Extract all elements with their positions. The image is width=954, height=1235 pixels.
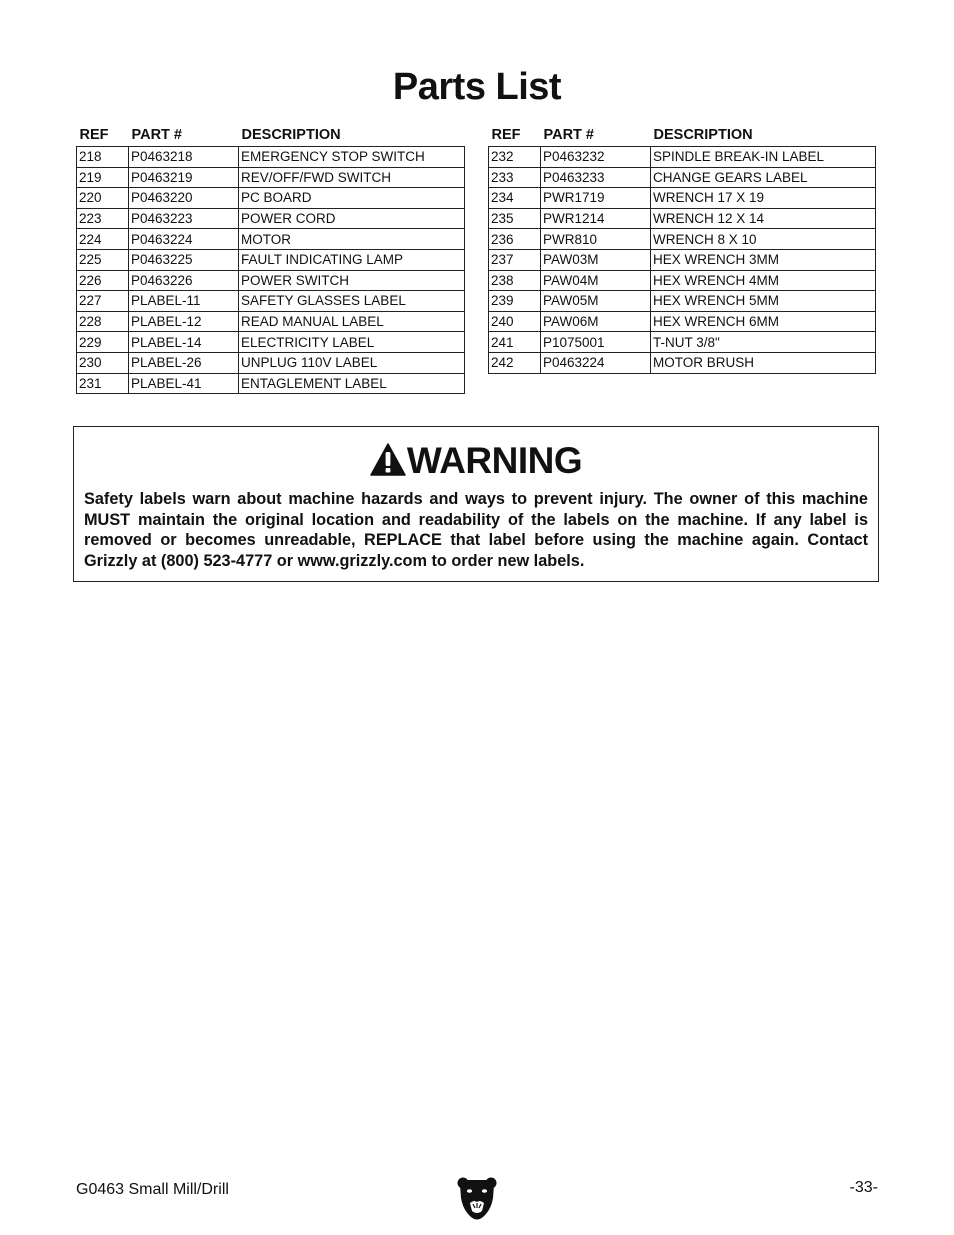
warning-triangle-icon [370, 443, 406, 476]
part-number-cell: P0463233 [541, 167, 651, 188]
description-cell: WRENCH 17 X 19 [651, 188, 876, 209]
ref-column-header: REF [491, 127, 521, 143]
ref-cell: 227 [77, 291, 129, 312]
table-row [77, 249, 465, 270]
part-number-cell: P0463224 [129, 229, 239, 250]
description-cell: FAULT INDICATING LAMP [239, 249, 465, 270]
part-number-cell: PLABEL-26 [129, 352, 239, 373]
description-cell: REV/OFF/FWD SWITCH [239, 167, 465, 188]
ref-column-header: REF [79, 127, 109, 143]
part-number-cell: P0463232 [541, 147, 651, 168]
description-cell: HEX WRENCH 4MM [651, 270, 876, 291]
table-row [77, 332, 465, 353]
table-row [77, 352, 465, 373]
part-column-header: PART # [543, 127, 594, 143]
ref-cell: 226 [77, 270, 129, 291]
parts-table-left [76, 125, 465, 394]
description-cell: EMERGENCY STOP SWITCH [239, 147, 465, 168]
description-cell: ELECTRICITY LABEL [239, 332, 465, 353]
table-row [77, 291, 465, 312]
ref-cell: 223 [77, 208, 129, 229]
table-row [77, 208, 465, 229]
ref-cell: 239 [489, 291, 541, 312]
part-number-cell: P0463223 [129, 208, 239, 229]
part-number-cell: PWR810 [541, 229, 651, 250]
description-cell: HEX WRENCH 6MM [651, 311, 876, 332]
description-cell: T-NUT 3/8" [651, 332, 876, 353]
table-row [489, 270, 876, 291]
ref-cell: 242 [489, 352, 541, 373]
table-row [489, 229, 876, 250]
footer-model: G0463 Small Mill/Drill [76, 1181, 229, 1198]
ref-cell: 220 [77, 188, 129, 209]
table-row [77, 229, 465, 250]
description-cell: MOTOR BRUSH [651, 352, 876, 373]
warning-box [73, 426, 879, 582]
part-number-cell: P0463224 [541, 352, 651, 373]
ref-cell: 240 [489, 311, 541, 332]
description-cell: SAFETY GLASSES LABEL [239, 291, 465, 312]
table-row [489, 249, 876, 270]
description-cell: MOTOR [239, 229, 465, 250]
ref-cell: 237 [489, 249, 541, 270]
part-number-cell: PAW03M [541, 249, 651, 270]
description-column-header: DESCRIPTION [241, 127, 341, 143]
parts-table-right [488, 125, 876, 374]
part-number-cell: PAW04M [541, 270, 651, 291]
description-cell: ENTAGLEMENT LABEL [239, 373, 465, 394]
table-row [77, 270, 465, 291]
ref-cell: 229 [77, 332, 129, 353]
part-number-cell: P0463218 [129, 147, 239, 168]
description-cell: HEX WRENCH 3MM [651, 249, 876, 270]
description-cell: UNPLUG 110V LABEL [239, 352, 465, 373]
ref-cell: 218 [77, 147, 129, 168]
ref-cell: 235 [489, 208, 541, 229]
description-cell: HEX WRENCH 5MM [651, 291, 876, 312]
ref-cell: 230 [77, 352, 129, 373]
ref-cell: 241 [489, 332, 541, 353]
ref-cell: 232 [489, 147, 541, 168]
ref-cell: 236 [489, 229, 541, 250]
table-row [489, 291, 876, 312]
table-row [77, 167, 465, 188]
part-number-cell: PAW05M [541, 291, 651, 312]
ref-cell: 224 [77, 229, 129, 250]
warning-heading [74, 441, 878, 481]
description-cell: SPINDLE BREAK-IN LABEL [651, 147, 876, 168]
table-header-row [77, 125, 465, 147]
part-number-cell: PAW06M [541, 311, 651, 332]
table-row [77, 373, 465, 394]
ref-cell: 231 [77, 373, 129, 394]
part-number-cell: PLABEL-14 [129, 332, 239, 353]
table-row [489, 311, 876, 332]
part-number-cell: P1075001 [541, 332, 651, 353]
ref-cell: 234 [489, 188, 541, 209]
description-cell: WRENCH 8 X 10 [651, 229, 876, 250]
part-number-cell: PLABEL-12 [129, 311, 239, 332]
grizzly-bear-logo-icon [456, 1176, 498, 1222]
ref-cell: 225 [77, 249, 129, 270]
warning-text: Safety labels warn about machine hazards and ways to prevent injury. The owner of this machine MUST maintain the original location and readability of the labels on the machine. If any label is removed or becomes unreadable, REPLACE that label before using the machine again. Contact Grizzly at (800) 523-4777 or www.grizzly.com to order new labels. [84, 490, 868, 570]
part-number-cell: P0463225 [129, 249, 239, 270]
part-number-cell: PWR1214 [541, 208, 651, 229]
description-cell: WRENCH 12 X 14 [651, 208, 876, 229]
part-number-cell: PWR1719 [541, 188, 651, 209]
ref-cell: 238 [489, 270, 541, 291]
ref-cell: 219 [77, 167, 129, 188]
ref-cell: 228 [77, 311, 129, 332]
table-row [489, 188, 876, 209]
table-row [77, 188, 465, 209]
part-number-cell: P0463219 [129, 167, 239, 188]
table-row [489, 208, 876, 229]
table-row [489, 332, 876, 353]
part-number-cell: PLABEL-11 [129, 291, 239, 312]
table-row [489, 147, 876, 168]
ref-cell: 233 [489, 167, 541, 188]
table-row [77, 147, 465, 168]
table-row [77, 311, 465, 332]
warning-heading-text: WARNING [406, 440, 583, 481]
table-row [489, 352, 876, 373]
description-cell: CHANGE GEARS LABEL [651, 167, 876, 188]
table-header-row [489, 125, 876, 147]
description-cell: POWER SWITCH [239, 270, 465, 291]
description-cell: PC BOARD [239, 188, 465, 209]
description-cell: READ MANUAL LABEL [239, 311, 465, 332]
page-number: -33- [849, 1179, 878, 1196]
part-number-cell: PLABEL-41 [129, 373, 239, 394]
description-column-header: DESCRIPTION [653, 127, 753, 143]
description-cell: POWER CORD [239, 208, 465, 229]
table-row [489, 167, 876, 188]
part-number-cell: P0463220 [129, 188, 239, 209]
part-number-cell: P0463226 [129, 270, 239, 291]
page-title: Parts List [392, 66, 562, 108]
part-column-header: PART # [131, 127, 182, 143]
